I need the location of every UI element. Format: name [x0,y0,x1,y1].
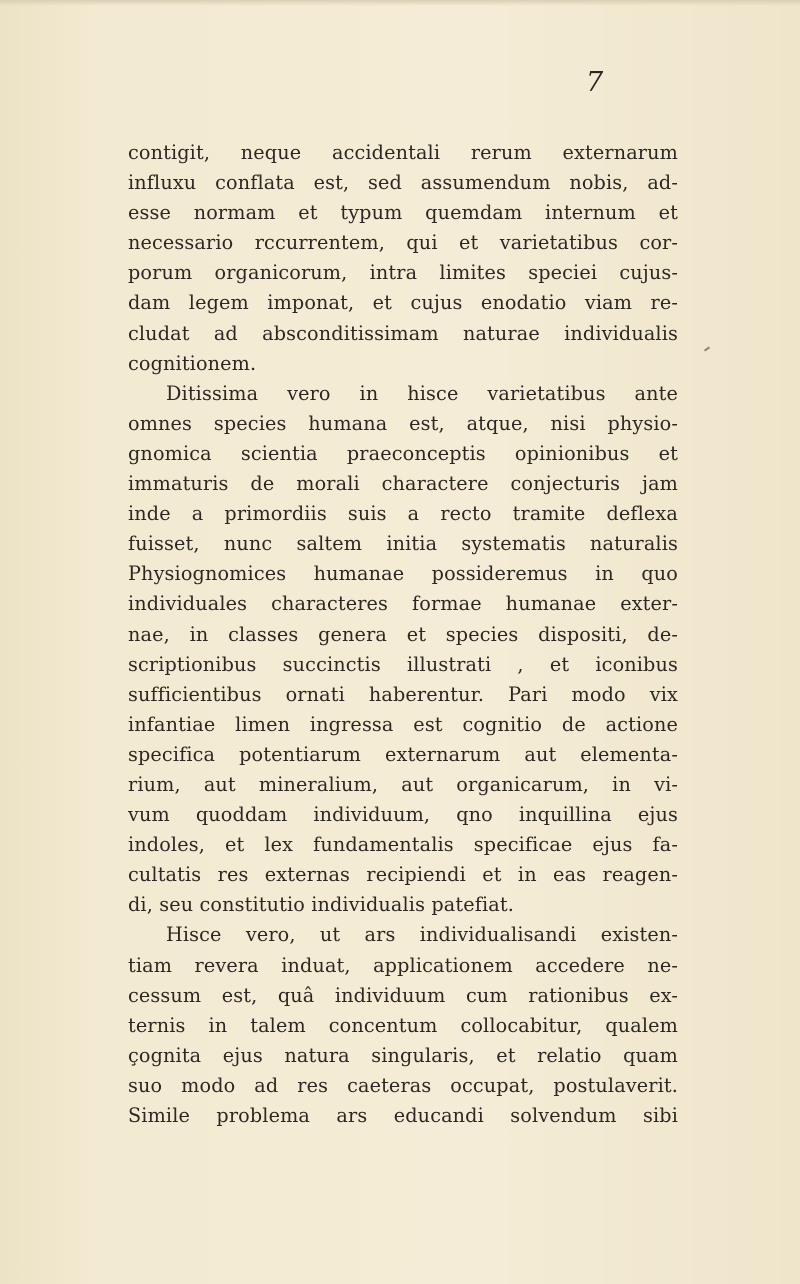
page-number: 7 [586,67,604,98]
text-line: sufficientibus ornati haberentur. Pari modo vix [128,682,678,706]
text-line: esse normam et typum quemdam internum et [128,201,678,225]
text-line: infantiae limen ingressa est cognitio de actione [128,712,678,736]
text-line: porum organicorum, intra limites speciei cujus- [128,261,678,285]
text-line: tiam revera induat, applicationem accedere ne- [128,953,678,977]
text-line: influxu conflata est, sed assumendum nobis, ad- [128,171,678,195]
text-line: nae, in classes genera et species dispositi, de- [128,622,678,646]
text-line: gnomica scientia praeconceptis opinionibus et [128,441,678,465]
text-line: suo modo ad res caeteras occupat, postulaverit. [128,1073,678,1097]
text-line: di, seu constitutio individualis patefiat. [128,893,514,917]
page-top-edge [0,0,800,6]
text-line: contigit, neque accidentali rerum externarum [128,141,678,164]
body-text [128,138,678,1131]
text-line: cludat ad absconditissimam naturae individualis [128,321,678,345]
text-line: individuales characteres formae humanae exter- [128,592,678,616]
text-line: inde a primordiis suis a recto tramite deflexa [128,502,678,526]
text-line: fuisset, nunc saltem initia systematis naturalis [128,532,678,556]
text-line: çognita ejus natura singularis, et relatio quam [128,1043,678,1067]
text-line: necessario rccurrentem, qui et varietatibus cor- [128,231,678,255]
text-line: omnes species humana est, atque, nisi physio- [128,411,678,435]
text-line: indoles, et lex fundamentalis specificae ejus fa- [128,833,678,857]
text-line: Hisce vero, ut ars individualisandi existen- [166,923,678,947]
text-line: dam legem imponat, et cujus enodatio viam re- [128,291,678,315]
text-line: ternis in talem concentum collocabitur, qualem [128,1013,678,1037]
text-line: specifica potentiarum externarum aut elementa- [128,742,678,766]
text-line: rium, aut mineralium, aut organicarum, in vi- [128,772,678,796]
text-line: scriptionibus succinctis illustrati , et iconibus [128,652,678,676]
text-line: Physiognomices humanae possideremus in quo [128,562,678,586]
text-line: cultatis res externas recipiendi et in eas reagen- [128,863,678,887]
margin-mark [704,346,710,351]
text-line: vum quoddam individuum, qno inquillina ejus [128,803,678,827]
text-line: Ditissima vero in hisce varietatibus ante [166,381,678,405]
text-line: cognitionem. [128,351,257,375]
text-line: immaturis de morali charactere conjecturis jam [128,472,678,496]
text-line: cessum est, quâ individuum cum rationibus ex- [128,983,678,1007]
text-line: Simile problema ars educandi solvendum sibi [128,1104,678,1127]
